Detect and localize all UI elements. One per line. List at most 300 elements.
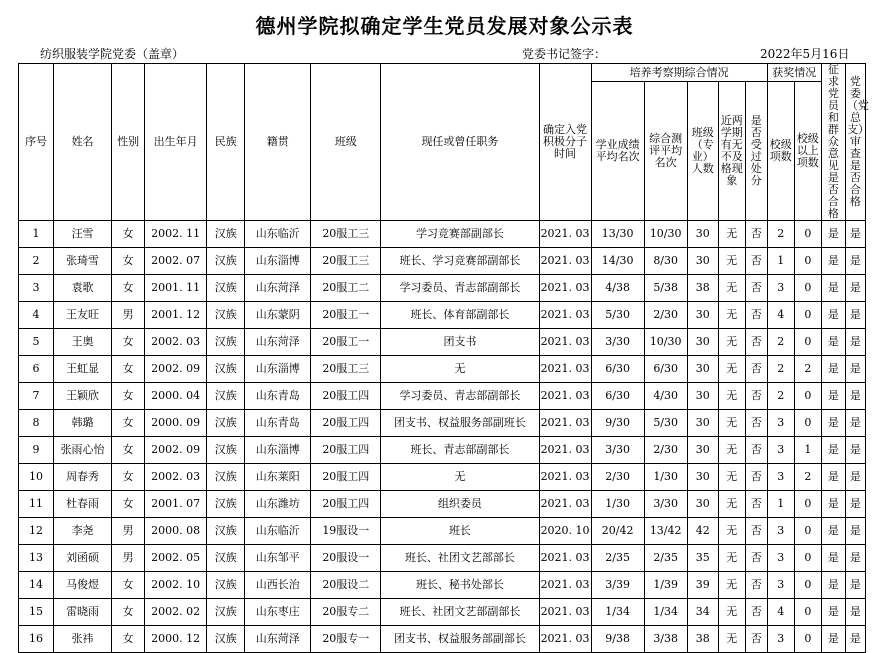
cell-birth: 2002. 07 (145, 248, 207, 275)
header-opinion: 征求党员和群众意见是否合格 (821, 64, 845, 221)
cell-origin: 山东淄博 (245, 437, 311, 464)
cell-ethnicity: 汉族 (207, 356, 245, 383)
cell-position: 班长、社团文艺部部长 (381, 545, 539, 572)
cell-grade-rank: 3/30 (591, 437, 644, 464)
cell-grade-rank: 14/30 (591, 248, 644, 275)
cell-review: 是 (845, 599, 865, 626)
cell-name: 李尧 (54, 518, 112, 545)
cell-opinion: 是 (821, 221, 845, 248)
cell-birth: 2001. 12 (145, 302, 207, 329)
cell-overall-rank: 2/30 (644, 302, 687, 329)
cell-above-school-awards: 0 (794, 302, 821, 329)
cell-position: 组织委员 (381, 491, 539, 518)
cell-gender: 女 (112, 248, 145, 275)
cell-opinion: 是 (821, 545, 845, 572)
cell-class: 20服设一 (311, 545, 381, 572)
cell-above-school-awards: 0 (794, 491, 821, 518)
cell-origin: 山东临沂 (245, 518, 311, 545)
cell-opinion: 是 (821, 302, 845, 329)
header-review: 党委（党总支）审查是否合格 (845, 64, 865, 221)
cell-above-school-awards: 0 (794, 572, 821, 599)
header-failing: 近两学期有无不及格现象 (718, 82, 745, 221)
cell-above-school-awards: 0 (794, 545, 821, 572)
cell-class-size: 39 (687, 572, 718, 599)
cell-seq: 13 (19, 545, 54, 572)
cell-overall-rank: 3/38 (644, 626, 687, 653)
cell-school-awards: 1 (767, 491, 794, 518)
cell-name: 袁歌 (54, 275, 112, 302)
cell-review: 是 (845, 383, 865, 410)
cell-review: 是 (845, 491, 865, 518)
cell-overall-rank: 1/39 (644, 572, 687, 599)
cell-birth: 2000. 12 (145, 626, 207, 653)
cell-punished: 否 (745, 302, 767, 329)
cell-name: 王虹显 (54, 356, 112, 383)
cell-overall-rank: 6/30 (644, 356, 687, 383)
cell-gender: 男 (112, 545, 145, 572)
cell-overall-rank: 5/30 (644, 410, 687, 437)
cell-birth: 2000. 09 (145, 410, 207, 437)
cell-origin: 山东菏泽 (245, 329, 311, 356)
cell-punished: 否 (745, 329, 767, 356)
cell-above-school-awards: 2 (794, 464, 821, 491)
header-name: 姓名 (54, 64, 112, 221)
header-origin: 籍贯 (245, 64, 311, 221)
cell-ethnicity: 汉族 (207, 410, 245, 437)
cell-activist-date: 2021. 03 (539, 464, 591, 491)
cell-origin: 山东枣庄 (245, 599, 311, 626)
cell-origin: 山东淄博 (245, 248, 311, 275)
cell-seq: 1 (19, 221, 54, 248)
cell-position: 班长、学习竞赛部副部长 (381, 248, 539, 275)
cell-failing: 无 (718, 275, 745, 302)
cell-seq: 6 (19, 356, 54, 383)
cell-class: 20服工四 (311, 383, 381, 410)
cell-position: 团支书 (381, 329, 539, 356)
cell-name: 王友旺 (54, 302, 112, 329)
cell-punished: 否 (745, 356, 767, 383)
cell-punished: 否 (745, 626, 767, 653)
table-row (19, 491, 866, 518)
cell-origin: 山东临沂 (245, 221, 311, 248)
cell-review: 是 (845, 329, 865, 356)
cell-class: 20服工三 (311, 248, 381, 275)
cell-grade-rank: 20/42 (591, 518, 644, 545)
cell-review: 是 (845, 302, 865, 329)
header-position: 现任或曾任职务 (381, 64, 539, 221)
header-awards-group: 获奖情况 (767, 64, 821, 82)
table-row (19, 599, 866, 626)
cell-above-school-awards: 1 (794, 437, 821, 464)
cell-opinion: 是 (821, 410, 845, 437)
cell-punished: 否 (745, 410, 767, 437)
cell-punished: 否 (745, 572, 767, 599)
table-row (19, 248, 866, 275)
table-row (19, 275, 866, 302)
cell-failing: 无 (718, 329, 745, 356)
cell-ethnicity: 汉族 (207, 248, 245, 275)
cell-grade-rank: 6/30 (591, 356, 644, 383)
cell-name: 杜春雨 (54, 491, 112, 518)
header-seq: 序号 (19, 64, 54, 221)
cell-above-school-awards: 0 (794, 221, 821, 248)
cell-punished: 否 (745, 599, 767, 626)
cell-position: 无 (381, 464, 539, 491)
cell-activist-date: 2021. 03 (539, 221, 591, 248)
cell-class: 20服工四 (311, 464, 381, 491)
cell-class-size: 30 (687, 383, 718, 410)
cell-above-school-awards: 0 (794, 410, 821, 437)
cell-activist-date: 2021. 03 (539, 410, 591, 437)
cell-grade-rank: 6/30 (591, 383, 644, 410)
cell-birth: 2002. 03 (145, 329, 207, 356)
cell-class-size: 42 (687, 518, 718, 545)
cell-position: 团支书、权益服务部副部长 (381, 626, 539, 653)
cell-punished: 否 (745, 491, 767, 518)
cell-birth: 2002. 03 (145, 464, 207, 491)
cell-class-size: 30 (687, 248, 718, 275)
cell-school-awards: 4 (767, 599, 794, 626)
cell-name: 周春秀 (54, 464, 112, 491)
cell-review: 是 (845, 518, 865, 545)
cell-school-awards: 3 (767, 545, 794, 572)
cell-overall-rank: 13/42 (644, 518, 687, 545)
cell-gender: 男 (112, 302, 145, 329)
cell-school-awards: 3 (767, 626, 794, 653)
cell-school-awards: 4 (767, 302, 794, 329)
header-punished: 是否受过处分 (745, 82, 767, 221)
cell-overall-rank: 1/34 (644, 599, 687, 626)
header-activist-date: 确定入党积极分子时间 (539, 64, 591, 221)
cell-school-awards: 2 (767, 356, 794, 383)
cell-opinion: 是 (821, 383, 845, 410)
cell-punished: 否 (745, 383, 767, 410)
cell-overall-rank: 5/38 (644, 275, 687, 302)
cell-review: 是 (845, 356, 865, 383)
cell-class-size: 30 (687, 437, 718, 464)
cell-name: 王奥 (54, 329, 112, 356)
cell-above-school-awards: 0 (794, 248, 821, 275)
cell-grade-rank: 1/34 (591, 599, 644, 626)
cell-school-awards: 3 (767, 275, 794, 302)
cell-origin: 山东淄博 (245, 356, 311, 383)
cell-position: 班长 (381, 518, 539, 545)
cell-class: 20服工三 (311, 356, 381, 383)
cell-activist-date: 2021. 03 (539, 383, 591, 410)
cell-class-size: 30 (687, 464, 718, 491)
cell-class-size: 35 (687, 545, 718, 572)
cell-seq: 12 (19, 518, 54, 545)
cell-class-size: 38 (687, 626, 718, 653)
cell-opinion: 是 (821, 437, 845, 464)
cell-review: 是 (845, 275, 865, 302)
cell-failing: 无 (718, 437, 745, 464)
cell-failing: 无 (718, 302, 745, 329)
cell-activist-date: 2021. 03 (539, 275, 591, 302)
cell-origin: 山东菏泽 (245, 275, 311, 302)
cell-ethnicity: 汉族 (207, 464, 245, 491)
cell-overall-rank: 2/35 (644, 545, 687, 572)
cell-origin: 山东邹平 (245, 545, 311, 572)
cell-origin: 山东青岛 (245, 410, 311, 437)
cell-seq: 5 (19, 329, 54, 356)
table-row (19, 356, 866, 383)
cell-above-school-awards: 0 (794, 383, 821, 410)
cell-class: 20服设二 (311, 572, 381, 599)
cell-class: 20服工四 (311, 437, 381, 464)
cell-gender: 女 (112, 329, 145, 356)
cell-seq: 14 (19, 572, 54, 599)
cell-seq: 8 (19, 410, 54, 437)
cell-gender: 女 (112, 464, 145, 491)
cell-above-school-awards: 0 (794, 329, 821, 356)
cell-birth: 2002. 11 (145, 221, 207, 248)
cell-school-awards: 3 (767, 410, 794, 437)
cell-review: 是 (845, 464, 865, 491)
table-row (19, 572, 866, 599)
header-above-school-awards: 校级以上项数 (794, 82, 821, 221)
cell-review: 是 (845, 221, 865, 248)
cell-failing: 无 (718, 545, 745, 572)
cell-class-size: 34 (687, 599, 718, 626)
cell-school-awards: 2 (767, 221, 794, 248)
cell-punished: 否 (745, 518, 767, 545)
cell-name: 马俊煜 (54, 572, 112, 599)
cell-grade-rank: 5/30 (591, 302, 644, 329)
cell-activist-date: 2021. 03 (539, 329, 591, 356)
cell-birth: 2001. 07 (145, 491, 207, 518)
cell-ethnicity: 汉族 (207, 221, 245, 248)
header-class: 班级 (311, 64, 381, 221)
cell-origin: 山东潍坊 (245, 491, 311, 518)
cell-grade-rank: 9/38 (591, 626, 644, 653)
cell-punished: 否 (745, 464, 767, 491)
table-row (19, 329, 866, 356)
table-row (19, 464, 866, 491)
cell-punished: 否 (745, 248, 767, 275)
header-overall-rank: 综合测评平均名次 (644, 82, 687, 221)
cell-failing: 无 (718, 221, 745, 248)
cell-school-awards: 3 (767, 572, 794, 599)
header-ethnicity: 民族 (207, 64, 245, 221)
cell-activist-date: 2021. 03 (539, 491, 591, 518)
header-school-awards: 校级项数 (767, 82, 794, 221)
cell-ethnicity: 汉族 (207, 572, 245, 599)
cell-class: 20服专二 (311, 599, 381, 626)
cell-position: 班长、体育部副部长 (381, 302, 539, 329)
cell-ethnicity: 汉族 (207, 437, 245, 464)
cell-origin: 山西长治 (245, 572, 311, 599)
cell-class-size: 30 (687, 221, 718, 248)
cell-review: 是 (845, 572, 865, 599)
header-grade-rank: 学业成绩平均名次 (591, 82, 644, 221)
cell-punished: 否 (745, 437, 767, 464)
cell-seq: 16 (19, 626, 54, 653)
cell-grade-rank: 3/39 (591, 572, 644, 599)
cell-overall-rank: 10/30 (644, 221, 687, 248)
cell-opinion: 是 (821, 329, 845, 356)
cell-class: 20服工一 (311, 302, 381, 329)
page-title: 德州学院拟确定学生党员发展对象公示表 (255, 14, 634, 38)
cell-failing: 无 (718, 518, 745, 545)
cell-birth: 2002. 09 (145, 356, 207, 383)
header-birth: 出生年月 (145, 64, 207, 221)
cell-activist-date: 2021. 03 (539, 599, 591, 626)
table-body (19, 221, 866, 653)
cell-overall-rank: 4/30 (644, 383, 687, 410)
table-row (19, 437, 866, 464)
cell-activist-date: 2021. 03 (539, 545, 591, 572)
cell-school-awards: 2 (767, 383, 794, 410)
cell-ethnicity: 汉族 (207, 491, 245, 518)
cell-gender: 女 (112, 275, 145, 302)
cell-grade-rank: 1/30 (591, 491, 644, 518)
cell-gender: 女 (112, 221, 145, 248)
cell-ethnicity: 汉族 (207, 545, 245, 572)
cell-class: 20服工一 (311, 329, 381, 356)
cell-failing: 无 (718, 626, 745, 653)
cell-birth: 2002. 09 (145, 437, 207, 464)
cell-overall-rank: 2/30 (644, 437, 687, 464)
cell-overall-rank: 8/30 (644, 248, 687, 275)
cell-gender: 女 (112, 410, 145, 437)
header-gender: 性别 (112, 64, 145, 221)
cell-ethnicity: 汉族 (207, 383, 245, 410)
cell-position: 学习委员、青志部副部长 (381, 383, 539, 410)
header-row-group (19, 64, 866, 82)
cell-birth: 2001. 11 (145, 275, 207, 302)
cell-origin: 山东蒙阴 (245, 302, 311, 329)
cell-position: 无 (381, 356, 539, 383)
cell-opinion: 是 (821, 599, 845, 626)
cell-review: 是 (845, 545, 865, 572)
cell-gender: 女 (112, 626, 145, 653)
cell-birth: 2000. 04 (145, 383, 207, 410)
table-row (19, 518, 866, 545)
cell-review: 是 (845, 410, 865, 437)
cell-gender: 女 (112, 599, 145, 626)
cell-name: 张琦雪 (54, 248, 112, 275)
cell-above-school-awards: 0 (794, 626, 821, 653)
cell-seq: 4 (19, 302, 54, 329)
cell-name: 王颖欣 (54, 383, 112, 410)
cell-name: 雷晓雨 (54, 599, 112, 626)
cell-class: 20服工二 (311, 275, 381, 302)
cell-grade-rank: 2/35 (591, 545, 644, 572)
cell-class: 20服工四 (311, 410, 381, 437)
cell-school-awards: 3 (767, 437, 794, 464)
cell-seq: 9 (19, 437, 54, 464)
cell-ethnicity: 汉族 (207, 599, 245, 626)
cell-gender: 女 (112, 491, 145, 518)
cell-failing: 无 (718, 383, 745, 410)
cell-activist-date: 2021. 03 (539, 572, 591, 599)
cell-activist-date: 2021. 03 (539, 437, 591, 464)
cell-grade-rank: 3/30 (591, 329, 644, 356)
cell-failing: 无 (718, 491, 745, 518)
cell-origin: 山东菏泽 (245, 626, 311, 653)
cell-school-awards: 3 (767, 464, 794, 491)
cell-seq: 11 (19, 491, 54, 518)
cell-class: 20服工三 (311, 221, 381, 248)
cell-activist-date: 2021. 03 (539, 356, 591, 383)
table-row (19, 626, 866, 653)
cell-opinion: 是 (821, 626, 845, 653)
cell-class-size: 30 (687, 302, 718, 329)
cell-opinion: 是 (821, 491, 845, 518)
cell-activist-date: 2021. 03 (539, 302, 591, 329)
cell-failing: 无 (718, 464, 745, 491)
cell-position: 班长、青志部副部长 (381, 437, 539, 464)
cell-grade-rank: 9/30 (591, 410, 644, 437)
cell-position: 学习竞赛部副部长 (381, 221, 539, 248)
cell-class: 19服设一 (311, 518, 381, 545)
cell-failing: 无 (718, 248, 745, 275)
cell-name: 汪雪 (54, 221, 112, 248)
date-label: 2022年5月16日 (760, 47, 850, 61)
cell-birth: 2000. 08 (145, 518, 207, 545)
table-row (19, 545, 866, 572)
cell-opinion: 是 (821, 572, 845, 599)
cell-birth: 2002. 05 (145, 545, 207, 572)
cell-origin: 山东莱阳 (245, 464, 311, 491)
cell-name: 张雨心怡 (54, 437, 112, 464)
cell-birth: 2002. 10 (145, 572, 207, 599)
table-row (19, 221, 866, 248)
cell-origin: 山东青岛 (245, 383, 311, 410)
cell-activist-date: 2020. 10 (539, 518, 591, 545)
cell-failing: 无 (718, 356, 745, 383)
cell-ethnicity: 汉族 (207, 302, 245, 329)
cell-ethnicity: 汉族 (207, 329, 245, 356)
cell-overall-rank: 3/30 (644, 491, 687, 518)
cell-grade-rank: 2/30 (591, 464, 644, 491)
cell-gender: 男 (112, 518, 145, 545)
cell-opinion: 是 (821, 464, 845, 491)
cell-review: 是 (845, 626, 865, 653)
cell-class: 20服工四 (311, 491, 381, 518)
cell-ethnicity: 汉族 (207, 518, 245, 545)
cell-overall-rank: 10/30 (644, 329, 687, 356)
cell-punished: 否 (745, 275, 767, 302)
cell-position: 团支书、权益服务部副班长 (381, 410, 539, 437)
cell-opinion: 是 (821, 518, 845, 545)
cell-seq: 7 (19, 383, 54, 410)
table-row (19, 302, 866, 329)
table-row (19, 383, 866, 410)
cell-grade-rank: 13/30 (591, 221, 644, 248)
cell-review: 是 (845, 248, 865, 275)
cell-seq: 15 (19, 599, 54, 626)
cell-position: 学习委员、青志部副部长 (381, 275, 539, 302)
cell-name: 张祎 (54, 626, 112, 653)
cell-failing: 无 (718, 599, 745, 626)
cell-class-size: 30 (687, 491, 718, 518)
cell-gender: 女 (112, 383, 145, 410)
cell-gender: 女 (112, 437, 145, 464)
cell-grade-rank: 4/38 (591, 275, 644, 302)
cell-gender: 女 (112, 356, 145, 383)
signature-label: 党委书记签字： (522, 47, 607, 61)
cell-class: 20服专一 (311, 626, 381, 653)
cell-school-awards: 3 (767, 518, 794, 545)
cell-seq: 10 (19, 464, 54, 491)
cell-above-school-awards: 2 (794, 356, 821, 383)
cell-opinion: 是 (821, 248, 845, 275)
cell-above-school-awards: 0 (794, 599, 821, 626)
cell-position: 班长、秘书处部长 (381, 572, 539, 599)
cell-opinion: 是 (821, 275, 845, 302)
